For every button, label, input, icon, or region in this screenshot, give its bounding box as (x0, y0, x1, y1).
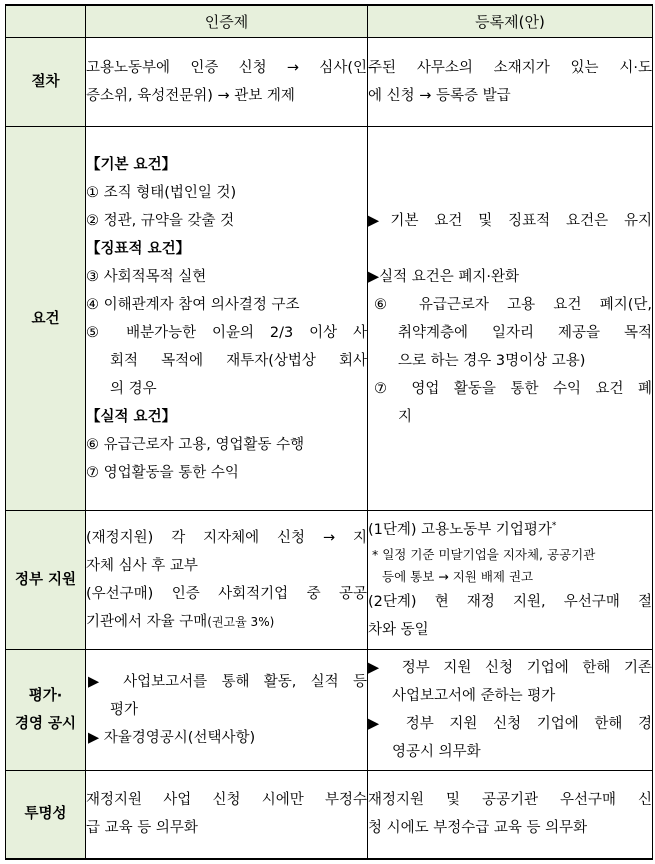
text-line: 재정지원 사업 신청 시에만 부정수 (86, 792, 367, 809)
section-heading: 【기본 요건】 (86, 156, 177, 173)
text-line: ▶기본 요건 및 징표적 요건은 유지 (368, 212, 652, 229)
text-line: 사업보고서에 준하는 평가 (392, 688, 556, 704)
text-line: 회적 목적에 재투자(상법상 회사 (110, 352, 367, 369)
text-line: 의 경우 (110, 380, 157, 397)
support-registration (368, 511, 653, 650)
footnote-line: 등에 통보 → 지원 배제 권고 (382, 569, 534, 584)
text-line: 재정지원 및 공공기관 우선구매 신 (368, 792, 652, 809)
row-procedure (6, 38, 653, 127)
row-government-support (6, 511, 653, 650)
text-line (86, 608, 367, 636)
row-label-line: 평가· (28, 688, 63, 704)
text-line: 급 교육 등 의무화 (86, 820, 198, 837)
evaluation-certification (86, 650, 368, 771)
row-label-evaluation-disclosure (6, 650, 86, 771)
text-line: ▶ 정부 지원 신청 기업에 한해 기존 (368, 660, 652, 676)
text-line: 고용노동부에 인증 신청 → 심사(인 (86, 60, 367, 76)
row-label-line: 경영 공시 (14, 716, 77, 732)
text-line: 영공시 의무화 (392, 744, 481, 760)
text-line: ⑦ 영업 활동을 통한 수익 요건 폐 (374, 380, 652, 397)
text-line: 에 신청 → 등록증 발급 (368, 88, 511, 104)
text-line: ⑦ 영업활동을 통한 수익 (86, 464, 239, 481)
evaluation-registration (368, 650, 653, 771)
text-line: ▶ 정부 지원 신청 기업에 한해 경 (368, 716, 652, 732)
text-run: 기관에서 자율 구매 (86, 614, 208, 630)
text-line: ▶ 사업보고서를 통해 활동, 실적 등 (88, 674, 367, 690)
text-line: 취약계층에 일자리 제공을 목적 (398, 324, 652, 341)
text-line: ▶실적 요건은 폐지·완화 (368, 268, 520, 285)
requirements-certification (86, 127, 368, 511)
header-certification: 인증제 (86, 5, 368, 38)
transparency-registration (368, 771, 653, 859)
row-label-requirements: 요건 (6, 127, 86, 511)
text-line: 증소위, 육성전문위) → 관보 게제 (86, 88, 295, 104)
text-line: 청 시에도 부정수급 교육 등 의무화 (368, 820, 588, 837)
procedure-certification (86, 38, 368, 127)
row-label-government-support: 정부 지원 (6, 511, 86, 650)
text-line (368, 516, 652, 544)
text-line: ▶ 자율경영공시(선택사항) (88, 730, 256, 746)
text-line: ⑤ 배분가능한 이윤의 2/3 이상 사 (86, 324, 367, 341)
text-line: 지 (398, 408, 413, 425)
footnote-marker: * (551, 521, 557, 532)
transparency-certification (86, 771, 368, 859)
text-line: ① 조직 형태(법인일 것) (86, 184, 237, 201)
row-label-transparency: 투명성 (6, 771, 86, 859)
text-line: 차와 동일 (368, 622, 429, 638)
comparison-table (5, 4, 653, 860)
text-line: ② 정관, 규약을 갖출 것 (86, 212, 235, 229)
text-line: ⑥ 유급근로자 고용, 영업활동 수행 (86, 436, 305, 453)
text-line: 자체 심사 후 교부 (86, 558, 198, 574)
text-line: 평가 (110, 702, 139, 718)
text-line: ③ 사회적목적 실현 (86, 268, 207, 285)
text-line: (2단계) 현 재정 지원, 우선구매 절 (368, 594, 652, 610)
header-row (6, 5, 653, 38)
header-corner (6, 5, 86, 38)
text-run: (1단계) 고용노동부 기업평가 (368, 522, 552, 538)
section-heading: 【실적 요건】 (86, 408, 177, 425)
section-heading: 【징표적 요건】 (86, 240, 191, 257)
text-line: (우선구매) 인증 사회적기업 중 공공 (86, 586, 367, 602)
spacer (368, 235, 652, 263)
footnote-line: * 일정 기준 미달기업을 지자체, 공공기관 (372, 547, 596, 562)
row-evaluation-disclosure (6, 650, 653, 771)
row-label-procedure: 절차 (6, 38, 86, 127)
procedure-registration (368, 38, 653, 127)
text-line: ④ 이해관계자 참여 의사결정 구조 (86, 296, 300, 313)
support-certification (86, 511, 368, 650)
text-line: 주된 사무소의 소재지가 있는 시·도 (368, 60, 652, 76)
recommended-rate: (권고율 3%) (207, 615, 275, 629)
requirements-registration (368, 127, 653, 511)
row-requirements (6, 127, 653, 511)
text-line: ⑥ 유급근로자 고용 요건 폐지(단, (374, 296, 652, 313)
row-transparency (6, 771, 653, 859)
header-registration: 등록제(안) (368, 5, 653, 38)
text-line: (재정지원) 각 지자체에 신청 → 지 (86, 530, 367, 546)
text-line: 으로 하는 경우 3명이상 고용) (398, 352, 586, 369)
